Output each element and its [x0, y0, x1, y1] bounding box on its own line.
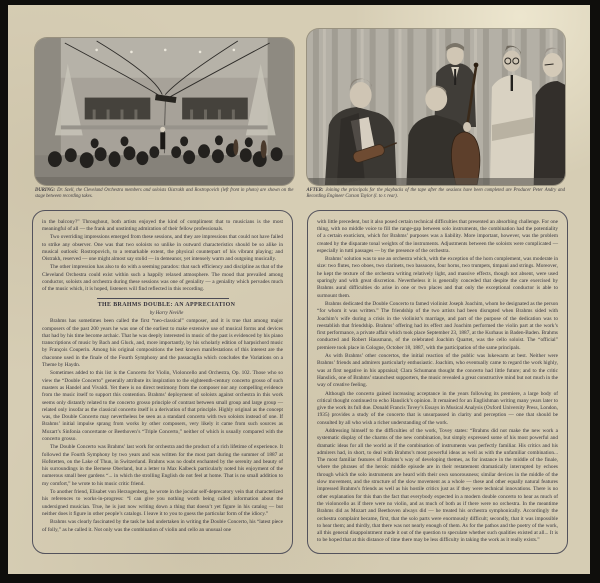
article-paragraph: Although the concerto gained increasing acceptance in the years following its premiere, a large body of critical thought continued to echo Hanslick’s opinion. It remained for an Englishman writing many years later to give the work its full due. Donald Francis Tovey’s Essays in Musical Analysis (Oxford University Press, London, 1935) provides a study of the concerto that is unsurpassed in clarity and perception — one that should be consulted by all who wish a richer understanding of the work. [317, 390, 558, 426]
liner-notes-page [8, 5, 590, 574]
article-paragraph: Sometimes added to this list is the Concerto for Violin, Violoncello and Orchestra, Op. 102. Those who so view the “Double Concerto” generally attribute its inspiration to the eighteenth-century concerto grosso of such masters as Handel and Vivaldi. Yet there is no direct testimony from the composer nor any compelling evidence from the music itself to support this contention. Brahms’ deployment of soloists against orchestra in this work seems only distantly related to the concerto grosso principle of contrast between small group and large group — related only insofar as the classical concerto itself is a derivation of that principle. Highly original as the concept was, the Double Concerto may nevertheless be seen as a standard concerto with two soloists instead of one. If Brahms’ initial impulse sprang from works by other composers, very likely it came from such sources as Mozart’s Sinfonia concertante or Beethoven’s “Triple Concerto,” neither of which is usually compared with the concerto grosso. [42, 370, 283, 442]
caption-after [307, 188, 566, 201]
caption-during [35, 188, 294, 201]
caption-after-label: AFTER: [306, 188, 324, 193]
playback-group-photo-image [307, 29, 566, 185]
article-byline: by Harry Neville [149, 310, 184, 316]
article-paragraph: To another friend, Elisabet von Herzogenberg, he wrote in the jocular self-deprecatory vein that characterized his references to works-in-progress: “I can give you nothing worth being called information about the undersigned musician. True, he is just now writing down a thing that doesn’t yet figure in his catalog — but neither does it figure in other people’s catalogs. I leave it to you to guess the particular form of the idiocy.” [42, 489, 283, 517]
article-paragraph: Brahms’ solution was to use an orchestra which, with the exception of the horn complement, was moderate in size: two flutes, two oboes, two clarinets, two bassoons, four horns, two trumpets, timpani and strings. Moreover, he kept the texture of the orchestra writing relatively light, and massive effects, though not absent, were used sparingly and with great discretion. Nevertheless it is generally conceded that despite the care exercised by Brahms aural difficulties do arise in one or two places and that only the exceptional conductor is able to surmount them. [317, 256, 558, 299]
article-paragraph: As with Brahms’ other concertos, the initial reaction of the public was lukewarm at best. Neither were Brahms’ friends and admirers particularly enthusiastic. Joachim, who eventually came to regard the work highly, was at first negative in his appraisal; Clara Schumann thought the concerto had little future; and to the critic Hanslick, one of Brahms’ staunchest supporters, the music revealed a great constructive mind but not much in the way of creative feeling. [317, 353, 558, 389]
orchestra-stage-photo-image [35, 38, 294, 185]
liner-notes-right-panel [307, 210, 568, 554]
liner-notes-left-panel [32, 210, 293, 554]
caption-during-text: Dr. Szell, the Cleveland Orchestra members and soloists Oistrakh and Rostropovich (left front in photo) are shown on the stage between recording takes. [35, 188, 294, 200]
article-heading: THE BRAHMS DOUBLE: AN APPRECIATION [97, 301, 236, 308]
article-paragraph: Addressing himself to the difficulties of the work, Tovey states: “Brahms did not make the new work a systematic display of the charms of the new combination, but simply expressed some of his most powerful and dramatic ideas for all the world as if the combination of instruments was perfectly familiar. His critics and his admirers had, in short, to deal with Brahms’s most powerful ideas as well as with the unfamiliar combination... The most familiar features of Brahms’s way of developing themes, as for instance in the middle of the finale, where the phrases of the heroic middle episode are in their restatement dramatically interrupted by echoes through which the solo instruments are heard with their own sonorousness; similar devices in the middle of the slow movement, and the structure of the slow movement as a whole — these and other equally natural features impressed Brahms’s friends as well as his hostile critics just as if they were technical innovations. There is no other explanation for this than the fact that everybody expected in a modern double concerto to hear as much of the violoncello as if there were no violin, and as much of both as if there were no orchestra. In the meantime Brahms did as Mozart and Beethoven always did — he treated his orchestra symphonically. Accordingly the orchestra complaint became, first, that the solo parts were enormously difficult; secondly, that it was impossible to hear them; and thirdly, that there was not nearly enough of them. As for the pathos and the poetry of the work, all this general disappointment made it out of the question to speculate whether such qualities existed at all... It is to be hoped that at this distance of time there may be less difficulty in taking the work as it really exists.” [317, 428, 558, 544]
article-paragraph: Brahms has sometimes been called the first “neo-classical” composer, and it is true that among major composers of the past 200 years he was one of the earliest to make extensive use of musical forms and devices that had by his time become archaic. That he was deeply interested in music of the past is evidenced by his piano transcriptions of music by Bach and Gluck, and, more importantly, by his scholarly edition of harpsichord music by François Couperin. Among his original compositions the best known manifestations of this interest are the chaconne used in the finale of the Fourth Symphony and the passacaglia which concludes the Variations on a Theme by Haydn. [42, 318, 283, 369]
article-paragraph: Brahms dedicated the Double Concerto to famed violinist Joseph Joachim, whom he designated as the person “for whom it was written.” The friendship of the two artists had been disrupted when Brahms sided with Joachim’s wife during a crisis in the violinist’s marriage, and part of the purpose of the dedication was to reestablish that friendship. Brahms’ offering had its effect and Joachim performed the violin part at the work’s first performance, a private affair which took place September 23, 1887, at the Kurhaus in Baden-Baden. Brahms conducted and Robert Hausmann, of the celebrated Joachim Quartet, was the cello soloist. The “official” premiere took place in Cologne, October 18, 1887, with the participation of the same principals. [317, 300, 558, 351]
photo-row [8, 5, 590, 185]
caption-after-text: Joining the principals for the playbacks of the tape after the sessions have been completed are Producer Peter Andry and Recording Engineer Carson Taylor (l. to r. rear). [306, 188, 565, 200]
intro-paragraph: in the balcony?” Throughout, both artists enjoyed the kind of compliment that to musicians is the most meaningful of all — the frank and unstinting admiration of their fellow professionals. [42, 218, 283, 232]
intro-paragraph: Two overriding impressions emerged from these sessions, and they are impressions that could not have failed to strike any observer. One was that two soloists so unlike in outward characteristics should be so alike in musical outlook: Rostropovich, to a remarkable extent, the physical counterpart of his vibrant playing; and Oistrakh, reserved — one might almost say stolid — in demeanor, yet intensely warm and outgoing musically. [42, 234, 283, 263]
article-paragraph: Brahms was clearly fascinated by the task he had undertaken in writing the Double Concerto, his “latest piece of folly,” as he called it. Not only was the combination of violin and cello an unusual one [42, 519, 283, 533]
article-paragraph: with little precedent, but it also posed certain technical difficulties that presented an absorbing challenge. For one thing, with no middle voice to fill the range-gap between solo instruments, the combination had the potentiality of a certain exoticism, which for Brahms’ purposes was a liability. More important, however, was the problem created by the disparate tonal weights of the instruments. Adjustments between the soloists were complicated — especially in tutti passages — by the presence of the orchestra. [317, 218, 558, 254]
intro-paragraph: The other impression has also to do with a seeming paradox: that such efficiency and discipline as that of the Cleveland Orchestra could exist within such a happily relaxed atmosphere. The mood that prevailed among conductor, soloists and orchestra during these sessions was one of geniality — a geniality which pervades much of the music which, it is hoped, listeners will find reflected in this recording. [42, 264, 283, 293]
photo-after-session [307, 29, 566, 185]
photo-during-recording [35, 38, 294, 185]
caption-row [8, 185, 590, 201]
section-divider [97, 298, 229, 299]
liner-notes-panels [8, 201, 590, 554]
article-paragraph: The Double Concerto was Brahms’ last work for orchestra and the product of a rich lifetime of experience. It followed the Fourth Symphony by two years and was written for the most part during the summer of 1887 at Hofstetten, on the Lake of Thun, in Switzerland. Brahms was no doubt enchanted by the serenity and beauty of his surroundings in the Bernese Oberland, but a letter to Max Kalbeck particularly noted his enjoyment of the numerous small beer gardens “... in which the strolling English do not feel at home. That is no small addition to my comfort,” he wrote to his music critic friend. [42, 444, 283, 487]
caption-during-label: DURING: [35, 188, 56, 193]
